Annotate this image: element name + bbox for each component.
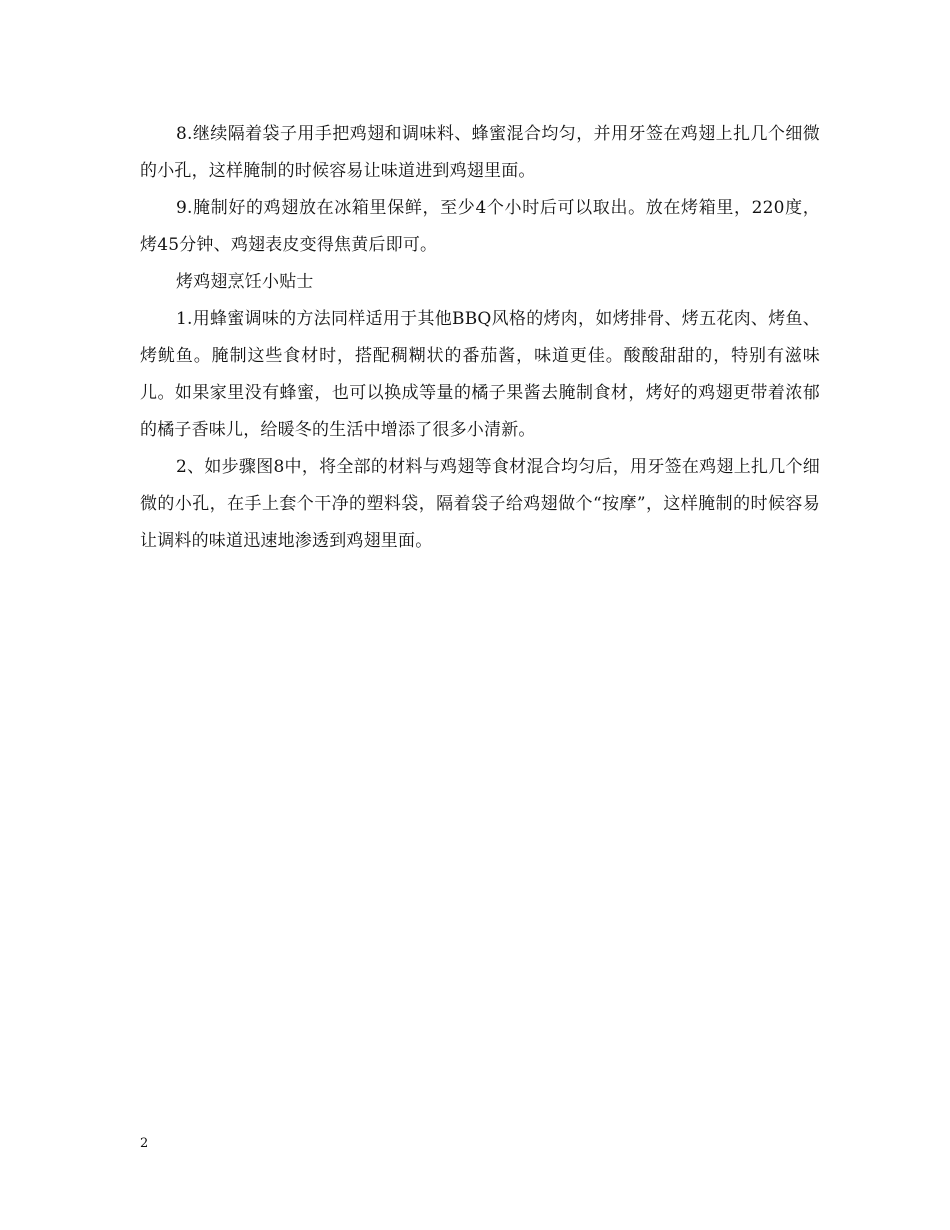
tip-2-paragraph: 2、如步骤图8中，将全部的材料与鸡翅等食材混合均匀后，用牙签在鸡翅上扎几个细微的小孔，在手上套个干净的塑料袋，隔着袋子给鸡翅做个“按摩”，这样腌制的时候容易让调料的味道迅速地渗透到鸡翅里面。 xyxy=(140,457,820,551)
page-number: 2 xyxy=(140,1136,149,1151)
document-body xyxy=(140,116,820,560)
tip-1-paragraph: 1.用蜂蜜调味的方法同样适用于其他BBQ风格的烤肉，如烤排骨、烤五花肉、烤鱼、烤鱿鱼。腌制这些食材时，搭配稠糊状的番茄酱，味道更佳。酸酸甜甜的，特别有滋味儿。如果家里没有蜂蜜，也可以换成等量的橘子果酱去腌制食材，烤好的鸡翅更带着浓郁的橘子香味儿，给暖冬的生活中增添了很多小清新。 xyxy=(140,309,820,440)
step-8-paragraph: 8.继续隔着袋子用手把鸡翅和调味料、蜂蜜混合均匀，并用牙签在鸡翅上扎几个细微的小孔，这样腌制的时候容易让味道进到鸡翅里面。 xyxy=(140,124,820,181)
tips-heading: 烤鸡翅烹饪小贴士 xyxy=(176,272,314,292)
step-9-paragraph: 9.腌制好的鸡翅放在冰箱里保鲜，至少4个小时后可以取出。放在烤箱里，220度，烤45分钟、鸡翅表皮变得焦黄后即可。 xyxy=(140,198,820,255)
